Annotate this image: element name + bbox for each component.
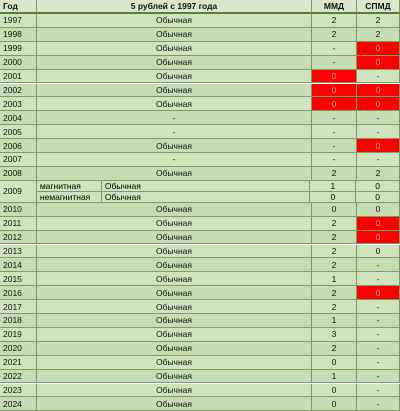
year-cell: 2018 [0,314,37,328]
spmd-cell: 0 [357,203,400,217]
mmd-cell: 0 [312,70,357,84]
desc-cell: Обычная [37,272,312,286]
table-row [0,14,400,28]
desc-cell: Обычная [37,328,312,342]
header-mmd: ММД [312,0,357,14]
desc-cell: Обычная [37,286,312,300]
mmd-cell: 1 [312,370,357,384]
table-row [0,42,400,56]
year-cell: 2020 [0,342,37,356]
table-row [0,314,400,328]
table-row [0,231,400,245]
year-cell: 2023 [0,384,37,398]
year-cell: 2012 [0,231,37,245]
spmd-cell: 0 [357,42,400,56]
table-row [0,111,400,125]
mmd-cell: 2 [312,217,357,231]
table-row [0,356,400,370]
spmd-cell: - [357,384,400,398]
mmd-cell: 2 [312,167,357,181]
table-row [0,370,400,384]
mmd-cell: 1 [312,272,357,286]
spmd-cell: - [357,153,400,167]
desc-cell: Обычная [37,167,312,181]
desc-cell: Обычная [37,217,312,231]
spmd-cell: 0 [357,217,400,231]
mmd-cell: 0 [312,203,357,217]
mmd-cell: 0 [312,384,357,398]
desc-cell: - [37,111,312,125]
table-row [0,272,400,286]
table-row [0,217,400,231]
desc-cell: Обычная [37,139,312,153]
year-cell: 2002 [0,84,37,98]
split-desc [37,181,311,203]
desc-cell: Обычная [37,342,312,356]
year-cell: 2019 [0,328,37,342]
year-cell: 1999 [0,42,37,56]
spmd-cell: - [357,125,400,139]
desc-cell: Обычная [37,56,312,70]
desc-cell: Обычная [37,70,312,84]
header-year: Год [0,0,37,14]
year-cell: 2007 [0,153,37,167]
table-row [0,153,400,167]
year-cell: 2001 [0,70,37,84]
desc-cell: Обычная [37,28,312,42]
spmd-cell: - [357,314,400,328]
spmd-cell: 0 [357,97,400,111]
spmd-split-col [356,181,400,203]
header-row [0,0,400,14]
desc-cell: Обычная [37,384,312,398]
year-cell: 2003 [0,97,37,111]
mmd-cell: - [312,125,357,139]
year-cell: 2015 [0,272,37,286]
mmd-cell: 2 [312,231,357,245]
year-cell: 1997 [0,14,37,28]
mmd-cell: 2 [312,342,357,356]
desc-cell: - [37,153,312,167]
spmd-cell: 0 [357,286,400,300]
year-cell: 2014 [0,258,37,272]
table-row [0,300,400,314]
year-cell: 2008 [0,167,37,181]
mmd-cell: 0 [310,192,355,203]
year-cell: 1998 [0,28,37,42]
spmd-cell: - [357,328,400,342]
table-row [0,70,400,84]
spmd-cell: 0 [357,84,400,98]
spmd-cell: 2 [357,28,400,42]
table-row [0,203,400,217]
year-cell: 2009 [0,181,37,203]
spmd-cell: 0 [357,139,400,153]
table-row-2009 [0,181,400,203]
desc-cell: Обычная [37,231,312,245]
table-row [0,125,400,139]
spmd-cell: 2 [357,14,400,28]
desc-cell: Обычная [37,356,312,370]
sub-type-cell: магнитная [37,181,102,192]
table-row [0,384,400,398]
mmd-cell: 2 [312,286,357,300]
header-spmd: СПМД [357,0,400,14]
spmd-cell: - [357,272,400,286]
mmd-cell: 1 [312,314,357,328]
year-cell: 2017 [0,300,37,314]
year-cell: 2006 [0,139,37,153]
table-row [0,342,400,356]
mmd-cell: 2 [312,14,357,28]
mmd-cell: 2 [312,245,357,259]
desc-cell: Обычная [37,370,312,384]
desc-cell: Обычная [37,300,312,314]
table-row [0,84,400,98]
spmd-cell: 0 [357,56,400,70]
table-row [0,245,400,259]
mmd-cell: 1 [310,181,355,192]
mmd-cell: 2 [312,300,357,314]
year-cell: 2000 [0,56,37,70]
desc-cell: Обычная [37,203,312,217]
year-cell: 2021 [0,356,37,370]
year-cell: 2022 [0,370,37,384]
mmd-cell: 0 [312,84,357,98]
mmd-cell: 0 [312,397,357,411]
table-row [0,397,400,411]
year-cell: 2016 [0,286,37,300]
table-row [0,258,400,272]
sub-desc-cell: Обычная [102,181,311,192]
desc-cell: Обычная [37,14,312,28]
spmd-cell: - [357,342,400,356]
year-cell: 2010 [0,203,37,217]
table-row [0,28,400,42]
mmd-cell: - [312,111,357,125]
sub-desc-cell: Обычная [102,192,311,203]
table-row [0,56,400,70]
mmd-cell: - [312,139,357,153]
table-row [0,139,400,153]
header-desc: 5 рублей с 1997 года [37,0,312,14]
mmd-cell: 0 [312,97,357,111]
sub-type-cell: немагнитная [37,192,102,203]
table-row [0,328,400,342]
spmd-cell: 0 [357,231,400,245]
desc-cell: Обычная [37,97,312,111]
mmd-cell: - [312,42,357,56]
spmd-cell: 0 [356,181,399,192]
mmd-cell: 2 [312,28,357,42]
spmd-cell: 2 [357,167,400,181]
mmd-cell: 0 [312,356,357,370]
spmd-cell: 0 [357,245,400,259]
table-row [0,167,400,181]
year-cell: 2011 [0,217,37,231]
desc-cell: Обычная [37,245,312,259]
year-cell: 2024 [0,397,37,411]
table-row [0,286,400,300]
spmd-cell: - [357,70,400,84]
desc-cell: Обычная [37,314,312,328]
year-cell: 2005 [0,125,37,139]
mmd-cell: - [312,153,357,167]
year-cell: 2013 [0,245,37,259]
desc-cell: Обычная [37,42,312,56]
mmd-cell: 3 [312,328,357,342]
spmd-cell: - [357,111,400,125]
year-cell: 2004 [0,111,37,125]
desc-cell: Обычная [37,397,312,411]
mmd-cell: 2 [312,258,357,272]
spmd-cell: 0 [356,192,399,203]
desc-cell: Обычная [37,258,312,272]
mmd-cell: - [312,56,357,70]
spmd-cell: - [357,370,400,384]
desc-cell: - [37,125,312,139]
spmd-cell: - [357,397,400,411]
spmd-cell: - [357,356,400,370]
mmd-split-col [310,181,356,203]
table-row [0,97,400,111]
spmd-cell: - [357,300,400,314]
desc-cell: Обычная [37,84,312,98]
spmd-cell: - [357,258,400,272]
